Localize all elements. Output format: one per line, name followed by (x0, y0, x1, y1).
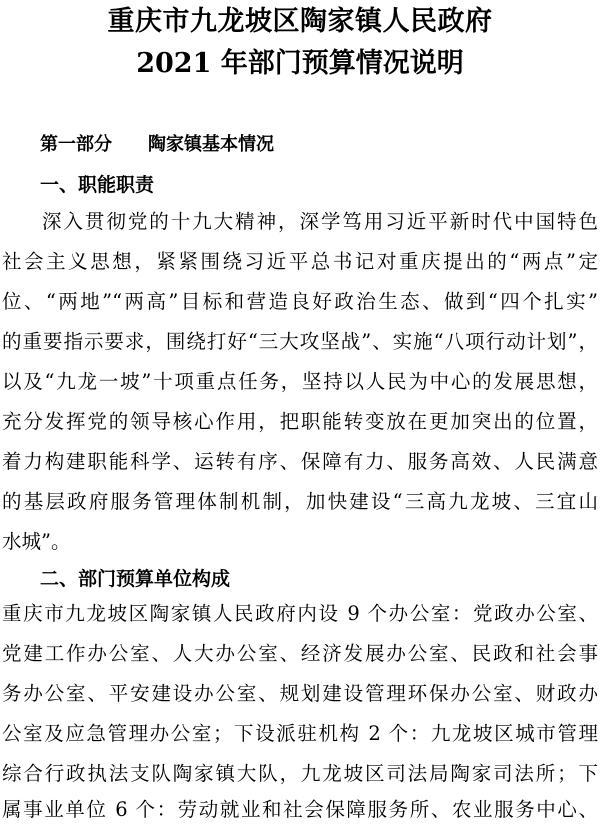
paragraph-line: 综合行政执法支队陶家镇大队，九龙坡区司法局陶家司法所；下 (2, 762, 598, 785)
paragraph-line: 公室及应急管理办公室；下设派驻机构 2 个：九龙坡区城市管理 (2, 722, 598, 745)
paragraph-line: 位、“两地”“两高”目标和营造良好政治生态、做到“四个扎实” (2, 290, 598, 313)
paragraph-line: 的基层政府服务管理体制机制，加快建设“三高九龙坡、三宜山 (2, 490, 598, 513)
paragraph-line: 水城”。 (2, 530, 71, 553)
paragraph-line: 社会主义思想，紧紧围绕习近平总书记对重庆提出的“两点”定 (2, 250, 598, 273)
paragraph-line: 属事业单位 6 个：劳动就业和社会保障服务所、农业服务中心、 (2, 798, 598, 821)
paragraph-line: 的重要指示要求，围绕打好“三大攻坚战”、实施“八项行动计划”， (2, 330, 598, 353)
section-heading-budget-units: 二、部门预算单位构成 (40, 568, 231, 590)
paragraph-line: 充分发挥党的领导核心作用，把职能转变放在更加突出的位置， (2, 410, 598, 433)
paragraph-line: 务办公室、平安建设办公室、规划建设管理环保办公室、财政办 (2, 682, 598, 705)
paragraph-line: 重庆市九龙坡区陶家镇人民政府内设 9 个办公室：党政办公室、 (2, 602, 598, 625)
part-heading: 第一部分 陶家镇基本情况 (40, 134, 274, 155)
document-title-line1: 重庆市九龙坡区陶家镇人民政府 (107, 6, 493, 37)
paragraph-line: 以及“九龙一坡”十项重点任务，坚持以人民为中心的发展思想， (2, 370, 598, 393)
paragraph-line: 深入贯彻党的十九大精神，深学笃用习近平新时代中国特色 (42, 210, 598, 233)
document-title-line2: 2021 年部门预算情况说明 (136, 48, 464, 79)
section-heading-functions: 一、职能职责 (40, 174, 155, 196)
paragraph-line: 党建工作办公室、人大办公室、经济发展办公室、民政和社会事 (2, 642, 598, 665)
paragraph-line: 着力构建职能科学、运转有序、保障有力、服务高效、人民满意 (2, 450, 598, 473)
